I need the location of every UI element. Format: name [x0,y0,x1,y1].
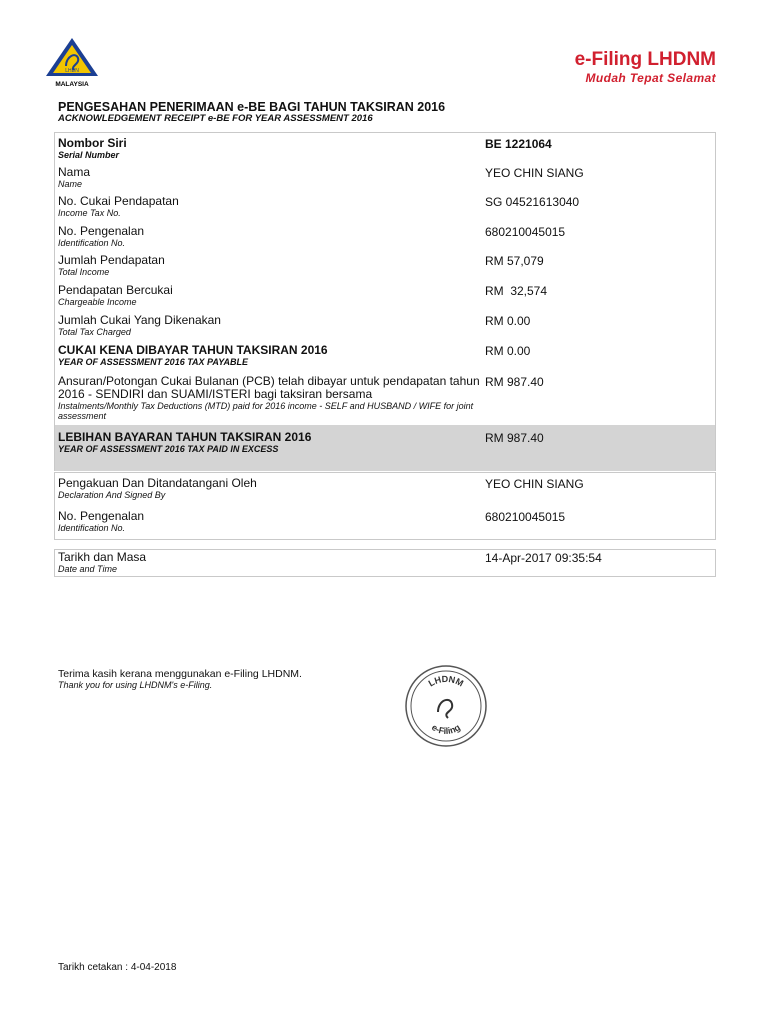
print-date: Tarikh cetakan : 4-04-2018 [58,962,177,973]
thank-you-note [58,668,302,690]
row-value: BE 1221064 [485,137,552,151]
row-value: RM 987.40 [485,375,544,389]
stamp-top-text: LHDNM [426,673,466,689]
efiling-stamp [404,664,488,748]
row-value: 14-Apr-2017 09:35:54 [485,551,602,565]
row-label: LEBIHAN BAYARAN TAHUN TAKSIRAN 2016 [58,430,312,444]
row-value: RM 0.00 [485,314,531,328]
row-label: Tarikh dan Masa [58,550,147,564]
row-value: 680210045015 [485,510,566,524]
document-title: PENGESAHAN PENERIMAAN e-BE BAGI TAHUN TAKSIRAN 2016 [58,100,446,114]
row-label: Jumlah Cukai Yang Dikenakan [58,313,221,327]
row-value: RM 32,574 [485,284,548,298]
row-label-en: Total Tax Charged [58,327,131,337]
row-label-en: Identification No. [58,523,126,533]
row-value: 680210045015 [485,225,566,239]
declaration-box [54,472,716,540]
brand-title: e-Filing LHDNM [574,49,716,70]
datetime-box [54,549,716,577]
row-label: Nama [58,165,91,179]
row-label-en: Chargeable Income [58,297,137,307]
row-label-en: Income Tax No. [58,208,121,218]
row-label-en: Name [58,179,83,189]
svg-text:LHDNM [427,674,465,689]
row-label: Pengakuan Dan Ditandatangani Oleh [58,476,257,490]
row-value: RM 0.00 [485,344,531,358]
row-label: Nombor Siri [58,136,127,150]
lhdn-logo [44,36,100,88]
receipt-details-box [54,132,716,471]
row-value: SG 04521613040 [485,195,580,209]
row-label: Pendapatan Bercukai [58,283,173,297]
stamp-bottom-text: e-Filing [429,722,463,737]
row-label: Jumlah Pendapatan [58,253,165,267]
row-label: No. Cukai Pendapatan [58,194,179,208]
thanks-text: Terima kasih kerana menggunakan e-Filing LHDNM. [58,668,302,680]
brand-tagline: Mudah Tepat Selamat [585,71,716,85]
thanks-text-en: Thank you for using LHDNM's e-Filing. [58,680,213,690]
row-label-en: Declaration And Signed By [58,490,166,500]
row-label: No. Pengenalan [58,224,145,238]
row-value: RM 57,079 [485,254,544,268]
row-value: YEO CHIN SIANG [485,477,584,491]
row-label-en: YEAR OF ASSESSMENT 2016 TAX PAYABLE [58,357,249,367]
logo-top-text: LHDN [65,68,79,74]
logo-bottom-text: MALAYSIA [55,81,89,88]
row-label-en: Date and Time [58,564,117,574]
svg-text:e-Filing [430,722,462,736]
document-subtitle: ACKNOWLEDGEMENT RECEIPT e-BE FOR YEAR ASSESSMENT 2016 [58,113,373,124]
row-label-en: Identification No. [58,238,126,248]
row-label: Ansuran/Potongan Cukai Bulanan (PCB) telah dibayar untuk pendapatan tahun 2016 - SENDIRI dan SUAMI/ISTERI bagi taksiran bersama [58,374,480,401]
row-value: YEO CHIN SIANG [485,166,584,180]
row-label-en: YEAR OF ASSESSMENT 2016 TAX PAID IN EXCESS [58,444,279,454]
row-label: No. Pengenalan [58,509,145,523]
row-value: RM 987.40 [485,431,544,445]
row-label-en: Serial Number [58,150,120,160]
brand-block [575,50,716,85]
row-label: CUKAI KENA DIBAYAR TAHUN TAKSIRAN 2016 [58,343,328,357]
row-label-en: Total Income [58,267,110,277]
row-label-en: Instalments/Monthly Tax Deductions (MTD) paid for 2016 income - SELF and HUSBAND / WIFE for joint assessment [58,401,474,421]
